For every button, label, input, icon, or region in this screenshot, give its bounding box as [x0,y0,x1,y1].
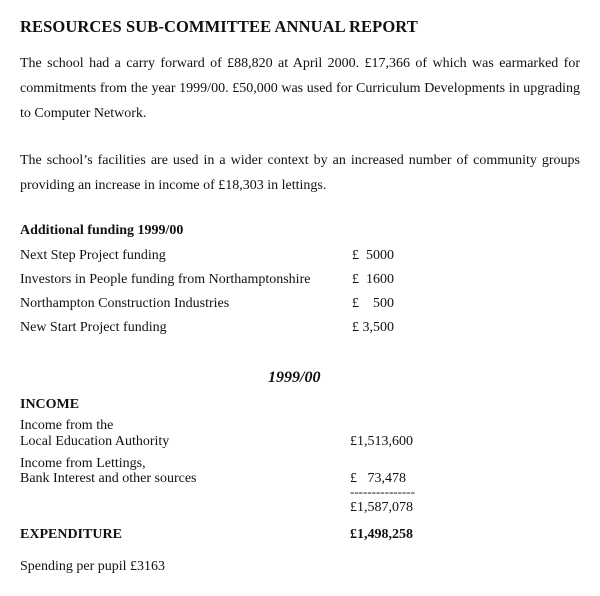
paragraph-line: commitments from the year 1999/00. £50,000 was used for Curriculum Developments in upgrading [20,81,580,96]
funding-item-amount: £ 5000 [352,248,394,263]
facilities-paragraph [20,148,580,198]
funding-item-label: New Start Project funding [20,320,167,335]
income-lea-amount: £1,513,600 [350,434,413,449]
expenditure-heading: EXPENDITURE [20,527,122,542]
paragraph-line: The school’s facilities are used in a wider context by an increased number of community groups [20,153,580,168]
carry-forward-paragraph [20,51,580,126]
additional-funding-heading: Additional funding 1999/00 [20,223,184,238]
spending-per-pupil: Spending per pupil £3163 [20,559,166,574]
funding-item-amount: £ 500 [352,296,394,311]
expenditure-amount: £1,498,258 [350,527,413,542]
funding-item-amount: £ 3,500 [352,320,394,335]
income-heading: INCOME [20,397,80,412]
funding-item-label: Northampton Construction Industries [20,296,230,311]
total-separator: --------------- [350,484,415,499]
income-lea-label-line1: Income from the [20,418,114,433]
funding-item-amount: £ 1600 [352,272,394,287]
report-title: RESOURCES SUB-COMMITTEE ANNUAL REPORT [20,17,418,36]
paragraph-line: The school had a carry forward of £88,820 at April 2000. £17,366 of which was earmarked for [20,56,580,71]
income-lettings-label-line1: Income from Lettings, [20,456,146,471]
funding-item-label: Investors in People funding from Northamptonshire [20,272,311,287]
year-heading: 1999/00 [268,369,321,386]
income-lettings-amount: £ 73,478 [350,471,406,486]
income-lea-label-line2: Local Education Authority [20,434,170,449]
paragraph-line: providing an increase in income of £18,303 in lettings. [20,178,327,193]
income-total: £1,587,078 [350,500,413,515]
paragraph-line: to Computer Network. [20,106,147,121]
income-lettings-label-line2: Bank Interest and other sources [20,471,197,486]
funding-item-label: Next Step Project funding [20,248,166,263]
